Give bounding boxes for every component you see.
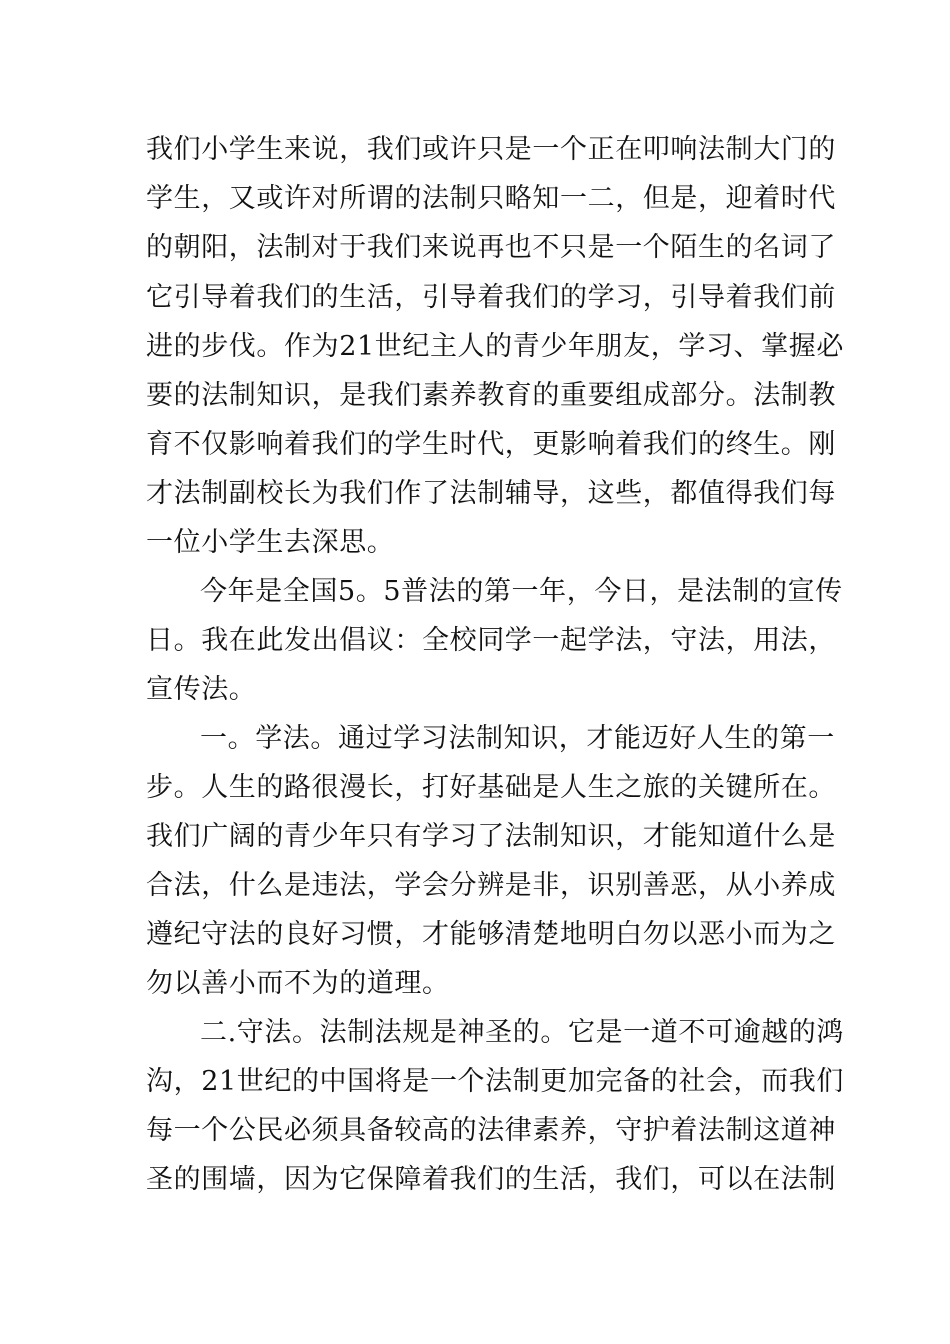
text-line: 沟，21世纪的中国将是一个法制更加完备的社会，而我们 xyxy=(146,1066,844,1097)
text-line: 遵纪守法的良好习惯，才能够清楚地明白勿以恶小而为之 xyxy=(146,919,836,950)
text-line: 圣的围墙，因为它保障着我们的生活，我们，可以在法制 xyxy=(146,1164,836,1195)
text-line: 才法制副校长为我们作了法制辅导，这些，都值得我们每 xyxy=(146,478,836,509)
text-line: 我们小学生来说，我们或许只是一个正在叩响法制大门的 xyxy=(146,134,836,165)
text-line: 日。我在此发出倡议：全校同学一起学法，守法，用法， xyxy=(146,625,836,656)
text-line: 要的法制知识，是我们素养教育的重要组成部分。法制教 xyxy=(146,380,836,411)
text-line: 的朝阳，法制对于我们来说再也不只是一个陌生的名词了 xyxy=(146,232,836,263)
text-line: 育不仅影响着我们的学生时代，更影响着我们的终生。刚 xyxy=(146,429,836,460)
text-line: 进的步伐。作为21世纪主人的青少年朋友，学习、掌握必 xyxy=(146,331,844,362)
text-line: 宣传法。 xyxy=(146,674,257,705)
text-line: 每一个公民必须具备较高的法律素养，守护着法制这道神 xyxy=(146,1115,836,1146)
text-line: 步。人生的路很漫长，打好基础是人生之旅的关键所在。 xyxy=(146,772,836,803)
text-line: 合法，什么是违法，学会分辨是非，识别善恶，从小养成 xyxy=(146,870,836,901)
text-line: 勿以善小而不为的道理。 xyxy=(146,968,450,999)
paragraph-first-line: 一。学法。通过学习法制知识，才能迈好人生的第一 xyxy=(200,723,835,754)
text-line: 一位小学生去深思。 xyxy=(146,527,395,558)
text-line: 它引导着我们的生活，引导着我们的学习，引导着我们前 xyxy=(146,282,836,313)
paragraph-first-line: 今年是全国5。5普法的第一年，今日，是法制的宣传 xyxy=(200,576,843,607)
paragraph-first-line: 二.守法。法制法规是神圣的。它是一道不可逾越的鸿 xyxy=(200,1017,844,1048)
text-line: 学生，又或许对所谓的法制只略知一二，但是，迎着时代 xyxy=(146,183,836,214)
text-line: 我们广阔的青少年只有学习了法制知识，才能知道什么是 xyxy=(146,821,836,852)
